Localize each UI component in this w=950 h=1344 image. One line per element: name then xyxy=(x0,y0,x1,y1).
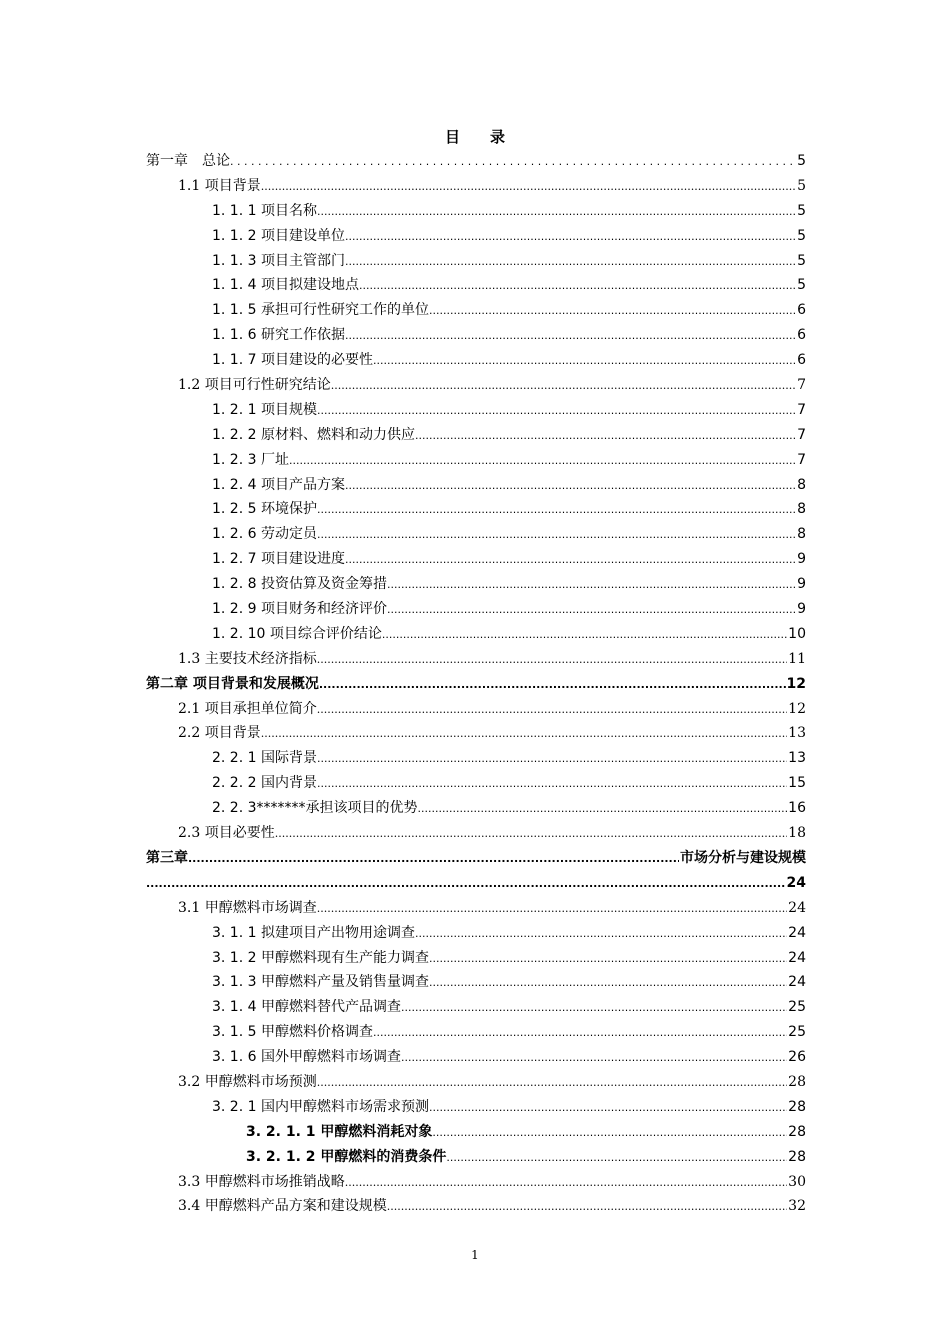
toc-leader-dots xyxy=(317,523,796,548)
toc-leader-dots xyxy=(331,374,796,399)
toc-entry-page: 5 xyxy=(797,277,806,294)
toc-leader-dots xyxy=(345,225,796,250)
toc-entry-label: 3.1 甲醇燃料市场调查 xyxy=(178,899,317,916)
toc-entry-page: 6 xyxy=(797,302,806,319)
toc-entry-page: 6 xyxy=(797,327,806,344)
toc-entry-label: 2.1 项目承担单位简介 xyxy=(178,700,317,717)
toc-entry[interactable] xyxy=(146,1145,806,1170)
toc-entry-chapter-3[interactable] xyxy=(146,846,806,871)
toc-entry-label: 1. 2. 8 投资估算及资金筹措 xyxy=(212,576,387,593)
toc-entry-page: 24 xyxy=(788,949,806,966)
toc-entry-label: 1.1 项目背景 xyxy=(178,177,261,194)
toc-entry[interactable] xyxy=(146,323,806,348)
toc-leader-dots xyxy=(275,822,787,847)
toc-leader-dots xyxy=(387,1195,787,1220)
toc-entry-page: 5 xyxy=(797,252,806,269)
toc-leader-dots xyxy=(289,449,796,474)
toc-entry-page: 11 xyxy=(788,650,806,667)
toc-leader-dots xyxy=(429,1096,787,1121)
toc-entry-label: 3. 2. 1. 1 甲醇燃料消耗对象 xyxy=(246,1123,433,1140)
toc-entry-label: 1. 2. 2 原材料、燃料和动力供应 xyxy=(212,426,415,443)
toc-entry[interactable] xyxy=(146,1045,806,1070)
toc-entry-page: 7 xyxy=(797,401,806,418)
toc-entry-label: 1. 2. 4 项目产品方案 xyxy=(212,476,345,493)
toc-entry-chapter-2[interactable] xyxy=(146,672,806,697)
toc-entry-label: 1. 2. 6 劳动定员 xyxy=(212,526,317,543)
toc-entry-chapter-3-continued[interactable] xyxy=(146,871,806,896)
toc-entry-title: 市场分析与建设规模 xyxy=(680,849,806,866)
toc-leader-dots xyxy=(317,698,787,723)
toc-leader-dots xyxy=(418,797,788,822)
toc-entry-page: 5 xyxy=(797,202,806,219)
toc-entry-label: 3. 1. 1 拟建项目产出物用途调查 xyxy=(212,924,415,941)
toc-leader-dots xyxy=(373,1021,787,1046)
toc-entry-label: 1. 1. 1 项目名称 xyxy=(212,202,317,219)
toc-entry-page: 25 xyxy=(788,999,806,1016)
toc-entry[interactable] xyxy=(146,697,806,722)
toc-entry-page: 5 xyxy=(797,177,806,194)
toc-entry-label: 第二章 项目背景和发展概况 xyxy=(146,675,319,692)
toc-entry-page: 13 xyxy=(788,750,806,767)
toc-entry-label: 1. 2. 3 厂址 xyxy=(212,451,289,468)
toc-entry[interactable] xyxy=(146,796,806,821)
toc-entry[interactable] xyxy=(146,1095,806,1120)
toc-entry-page: 9 xyxy=(797,601,806,618)
toc-entry-label: 1. 2. 1 项目规模 xyxy=(212,401,317,418)
toc-entry-label: 3. 2. 1 国内甲醇燃料市场需求预测 xyxy=(212,1098,429,1115)
toc-entry-label: 3. 1. 2 甲醇燃料现有生产能力调查 xyxy=(212,949,429,966)
toc-entry-page: 10 xyxy=(788,625,806,642)
toc-entry[interactable] xyxy=(146,473,806,498)
toc-leader-dots xyxy=(446,1146,787,1171)
toc-leader-dots xyxy=(345,1171,787,1196)
toc-entry-label: 1. 1. 3 项目主管部门 xyxy=(212,252,345,269)
toc-entry-page: 24 xyxy=(788,924,806,941)
toc-entry-page: 28 xyxy=(788,1123,806,1140)
toc-leader-dots xyxy=(387,573,796,598)
toc-entry[interactable] xyxy=(146,970,806,995)
toc-entry-label: 1. 1. 4 项目拟建设地点 xyxy=(212,277,359,294)
toc-leader-dots xyxy=(317,1071,787,1096)
toc-entry-label: 2. 2. 1 国际背景 xyxy=(212,750,317,767)
toc-entry-page: 18 xyxy=(788,825,806,842)
toc-entry-page: 28 xyxy=(788,1073,806,1090)
toc-entry-label: 3. 1. 6 国外甲醇燃料市场调查 xyxy=(212,1049,401,1066)
toc-entry[interactable] xyxy=(146,423,806,448)
toc-entry[interactable] xyxy=(146,249,806,274)
toc-entry[interactable] xyxy=(146,1120,806,1145)
toc-leader-dots xyxy=(345,324,796,349)
toc-entry-page: 24 xyxy=(788,974,806,991)
toc-entry[interactable] xyxy=(146,273,806,298)
toc-leader-dots xyxy=(188,847,679,872)
toc-leader-dots xyxy=(319,673,786,698)
toc-entry-label: 3. 1. 3 甲醇燃料产量及销售量调查 xyxy=(212,974,429,991)
toc-entry-page: 13 xyxy=(788,725,806,742)
toc-entry-label: 3. 2. 1. 2 甲醇燃料的消费条件 xyxy=(246,1148,447,1165)
toc-entry[interactable] xyxy=(146,497,806,522)
toc-entry-page: 26 xyxy=(788,1049,806,1066)
page-number: 1 xyxy=(471,1248,479,1262)
toc-leader-dots xyxy=(429,299,796,324)
toc-entry-label: 1. 1. 2 项目建设单位 xyxy=(212,227,345,244)
toc-entry[interactable] xyxy=(146,547,806,572)
toc-entry-label: 1. 1. 6 研究工作依据 xyxy=(212,327,345,344)
toc-entry-page: 7 xyxy=(797,377,806,394)
toc-leader-dots xyxy=(317,747,787,772)
toc-entry-label: 1.2 项目可行性研究结论 xyxy=(178,377,331,394)
toc-entry-label: 1. 1. 7 项目建设的必要性 xyxy=(212,352,373,369)
toc-entry-page: 6 xyxy=(797,352,806,369)
toc-entry[interactable] xyxy=(146,398,806,423)
toc-entry-label: 2. 2. 2 国内背景 xyxy=(212,775,317,792)
toc-entry[interactable] xyxy=(146,597,806,622)
toc-leader-dots xyxy=(387,598,796,623)
toc-leader-dots xyxy=(261,175,796,200)
toc-leader-dots xyxy=(401,996,787,1021)
toc-leader-dots xyxy=(345,548,796,573)
toc-entry[interactable] xyxy=(146,721,806,746)
toc-entry[interactable] xyxy=(146,1020,806,1045)
toc-entry[interactable] xyxy=(146,1070,806,1095)
toc-entry-page: 25 xyxy=(788,1024,806,1041)
toc-leader-dots xyxy=(429,947,787,972)
toc-entry[interactable] xyxy=(146,746,806,771)
toc-leader-dots xyxy=(317,200,796,225)
toc-entry[interactable] xyxy=(146,1194,806,1219)
toc-entry-label: 3.2 甲醇燃料市场预测 xyxy=(178,1073,317,1090)
toc-entry[interactable] xyxy=(146,1170,806,1195)
toc-leader-dots xyxy=(261,722,787,747)
toc-entry-page: 28 xyxy=(788,1148,806,1165)
toc-leader-dots xyxy=(373,349,796,374)
toc-entry-label: 1. 2. 9 项目财务和经济评价 xyxy=(212,601,387,618)
toc-entry-page: 15 xyxy=(788,775,806,792)
toc-entry[interactable] xyxy=(146,174,806,199)
toc-leader-dots xyxy=(382,623,787,648)
toc-leader-dots xyxy=(317,648,787,673)
toc-entry-label: 3.3 甲醇燃料市场推销战略 xyxy=(178,1173,345,1190)
toc-entry-label: 2.2 项目背景 xyxy=(178,725,261,742)
toc-entry-page: 32 xyxy=(788,1198,806,1215)
toc-leader-dots xyxy=(359,274,796,299)
toc-entry[interactable] xyxy=(146,771,806,796)
toc-entry-label: 2. 2. 3*******承担该项目的优势 xyxy=(212,800,418,817)
toc-entry[interactable] xyxy=(146,921,806,946)
toc-entry-label: 1. 2. 5 环境保护 xyxy=(212,501,317,518)
toc-entry-label: 1. 2. 7 项目建设进度 xyxy=(212,551,345,568)
toc-leader-dots xyxy=(401,1046,787,1071)
toc-entry-page: 24 xyxy=(786,874,806,891)
toc-entry-label: 1. 1. 5 承担可行性研究工作的单位 xyxy=(212,302,429,319)
toc-entry[interactable] xyxy=(146,522,806,547)
toc-entry-label: 2.3 项目必要性 xyxy=(178,825,275,842)
toc-entry-page: 12 xyxy=(788,700,806,717)
toc-entry-label: 1. 2. 10 项目综合评价结论 xyxy=(212,625,382,642)
toc-leader-dots xyxy=(432,1121,787,1146)
toc-entry-chapter-1[interactable] xyxy=(146,149,806,174)
table-of-contents xyxy=(146,149,806,1219)
toc-entry-page: 8 xyxy=(797,476,806,493)
toc-leader-dots xyxy=(345,474,796,499)
toc-entry[interactable] xyxy=(146,622,806,647)
toc-entry-page: 5 xyxy=(797,153,806,169)
toc-entry[interactable] xyxy=(146,348,806,373)
toc-entry[interactable] xyxy=(146,995,806,1020)
toc-entry-page: 12 xyxy=(786,675,806,692)
toc-entry-page: 5 xyxy=(797,227,806,244)
toc-leader-dots xyxy=(415,424,796,449)
toc-leader-dots xyxy=(429,971,787,996)
toc-leader-dots xyxy=(146,872,786,897)
toc-entry-page: 7 xyxy=(797,426,806,443)
toc-entry[interactable] xyxy=(146,373,806,398)
toc-leader-dots xyxy=(415,922,787,947)
toc-leader-dots xyxy=(317,772,787,797)
toc-entry[interactable] xyxy=(146,647,806,672)
toc-entry-page: 7 xyxy=(797,451,806,468)
toc-leader-dots xyxy=(345,250,796,275)
toc-entry-label: 3. 1. 4 甲醇燃料替代产品调查 xyxy=(212,999,401,1016)
toc-entry-page: 9 xyxy=(797,551,806,568)
toc-title: 目 录 xyxy=(444,128,505,146)
toc-entry[interactable] xyxy=(146,946,806,971)
toc-entry-page: 8 xyxy=(797,501,806,518)
toc-entry[interactable] xyxy=(146,448,806,473)
toc-entry-label: 第三章 xyxy=(146,849,188,866)
toc-entry-page: 16 xyxy=(788,800,806,817)
toc-entry[interactable] xyxy=(146,572,806,597)
toc-entry-page: 8 xyxy=(797,526,806,543)
toc-entry-page: 9 xyxy=(797,576,806,593)
toc-entry[interactable] xyxy=(146,821,806,846)
toc-entry[interactable] xyxy=(146,896,806,921)
toc-entry-label: 1.3 主要技术经济指标 xyxy=(178,650,317,667)
toc-entry-label: 第一章 总论 xyxy=(146,153,230,169)
toc-entry[interactable] xyxy=(146,199,806,224)
toc-entry[interactable] xyxy=(146,298,806,323)
toc-leader-dots xyxy=(230,150,796,175)
toc-entry[interactable] xyxy=(146,224,806,249)
toc-leader-dots xyxy=(317,399,796,424)
toc-leader-dots xyxy=(317,498,796,523)
toc-entry-label: 3.4 甲醇燃料产品方案和建设规模 xyxy=(178,1198,387,1215)
toc-entry-page: 30 xyxy=(788,1173,806,1190)
toc-entry-label: 3. 1. 5 甲醇燃料价格调查 xyxy=(212,1024,373,1041)
toc-leader-dots xyxy=(317,897,787,922)
toc-entry-page: 24 xyxy=(788,899,806,916)
toc-entry-page: 28 xyxy=(788,1098,806,1115)
